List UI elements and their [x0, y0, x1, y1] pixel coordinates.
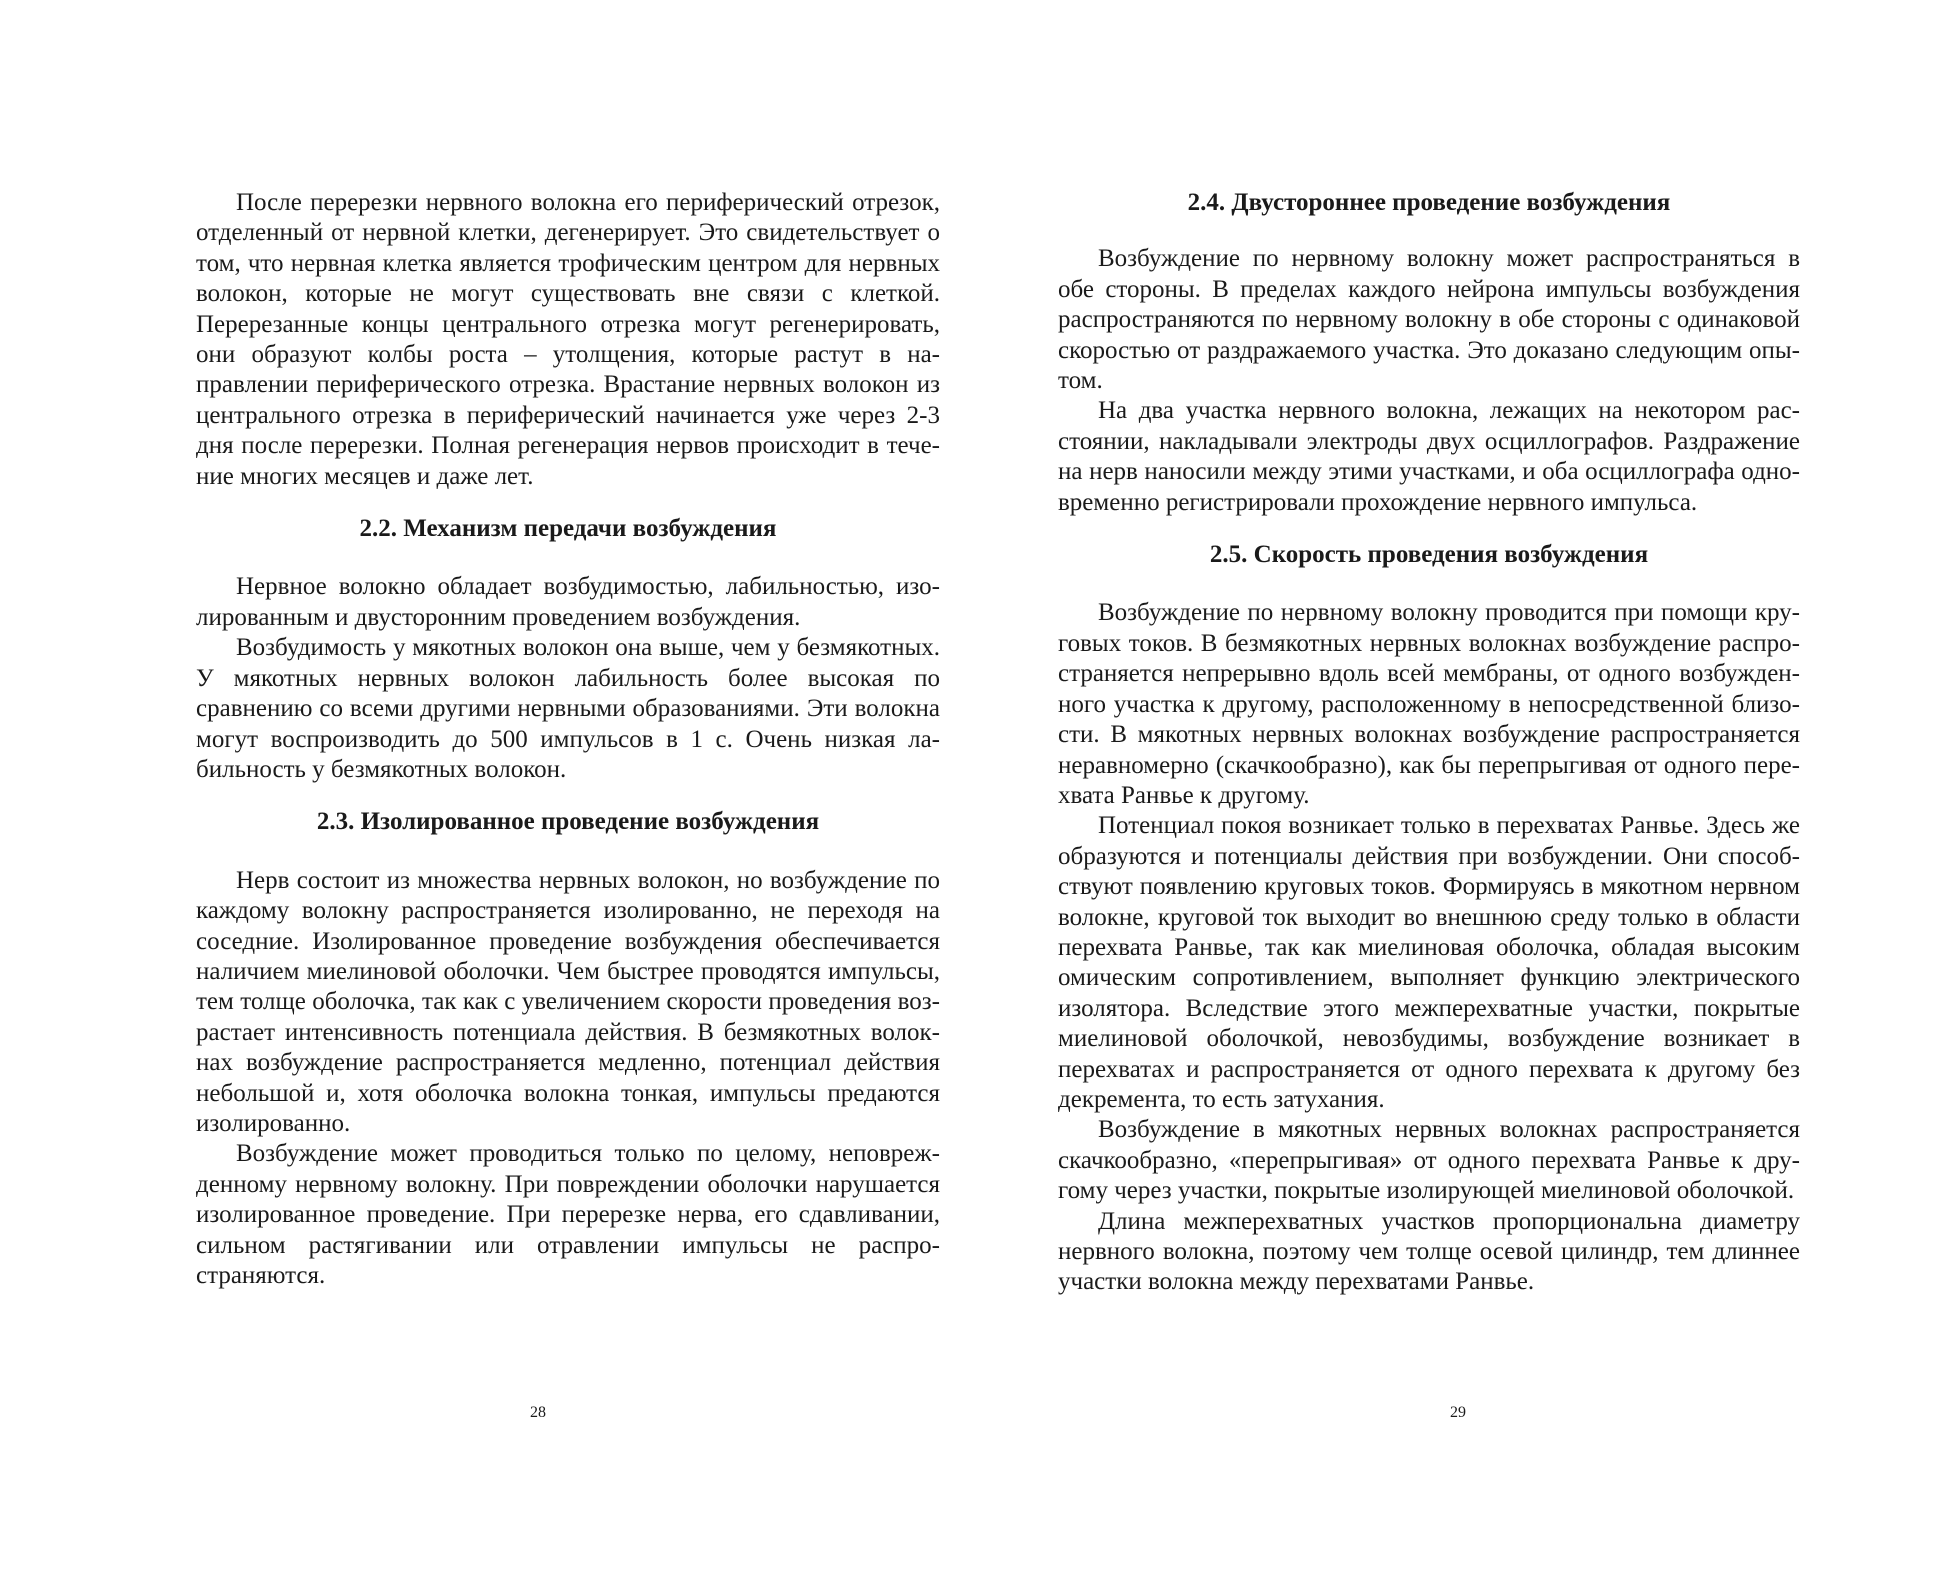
heading-2-4: 2.4. Двустороннее проведение возбуждения	[1187, 189, 1671, 216]
paragraph-circular-currents: Возбуждение по нервному волокну проводится при помощи круговых токов. В безмякотных нервных волокнах возбуждение распространяется непрерывно вдоль всей мембраны, от одного возбужденного участка к другому, расположенному в непосредственной близости. В мякотных нервных волокнах возбуждение распространяется неравномерно (скачкообразно), как бы перепрыгивая от одного перехвата Ранвье к другому.	[1058, 599, 1800, 809]
heading-2-2: 2.2. Механизм передачи возбуждения	[359, 515, 777, 543]
heading-2-3: 2.3. Изолированное проведение возбуждения	[316, 808, 820, 836]
paragraph-nerve-properties: Нервное волокно обладает возбудимостью, лабильностью, изолированным и двусторонним проведением возбуждения.	[196, 573, 940, 631]
page-number-right: 29	[1450, 1404, 1466, 1421]
left-page-text	[196, 188, 940, 1291]
paragraph-bidirectional: Возбуждение по нервному волокну может распространяться в обе стороны. В пределах каждого нейрона импульсы возбуждения распространяются по нервному волокну в обе стороны с одинаковой скоростью от раздражаемого участка. Это доказано следующим опытом.	[1058, 245, 1800, 395]
paragraph-isolated-conduction: Нерв состоит из множества нервных волокон, но возбуждение по каждому волокну распространяется изолированно, не переходя на соседние. Изолированное проведение возбуждения обеспечивается наличием миелиновой оболочки. Чем быстрее проводятся импульсы, тем толще оболочка, так как с увеличением скорости проведения возрастает интенсивность потенциала действия. В безмякотных волокнах возбуждение распространяется медленно, потенциал действия небольшой и, хотя оболочка волокна тонкая, импульсы предаются изолированно.	[196, 866, 940, 1137]
paragraph-regeneration: После перерезки нервного волокна его периферический отрезок, отделенный от нервной клетки, дегенерирует. Это свидетельствует о том, что нервная клетка является трофическим центром для нервных волокон, которые не могут существовать вне связи с клеткой. Перерезанные концы центрального отрезка могут регенерировать, они образуют колбы роста – утолщения, которые растут в направлении периферического отрезка. Врастание нервных волокон из центрального отрезка в периферический начинается уже через 2-3 дня после перерезки. Полная регенерация нервов происходит в течение многих месяцев и даже лет.	[196, 189, 940, 490]
paragraph-ranvier-nodes: Потенциал покоя возникает только в перехватах Ранвье. Здесь же образуются и потенциалы действия при возбуждении. Они способствуют появлению круговых токов. Формируясь в мякотном нервном волокне, круговой ток выходит во внешнюю среду только в области перехвата Ранвье, так как миелиновая оболочка, обладая высоким омическим сопротивлением, выполняет функцию электрического изолятора. Вследствие этого межперехватные участки, покрытые миелиновой оболочкой, невозбудимы, возбуждение возникает в перехватах и распространяется от одного перехвата к другому без декремента, то есть затухания.	[1058, 812, 1800, 1113]
paragraph-internode-length: Длина межперехватных участков пропорциональна диаметру нервного волокна, поэтому чем толще осевой цилиндр, тем длиннее участки волокна между перехватами Ранвье.	[1058, 1207, 1800, 1296]
paragraph-oscillograph-experiment: На два участка нервного волокна, лежащих на некотором расстоянии, накладывали электроды двух осциллографов. Раздражение на нерв наносили между этими участками, и оба осциллографа одновременно регистрировали прохождение нервного импульса.	[1058, 397, 1800, 516]
paragraph-saltatory: Возбуждение в мякотных нервных волокнах распространяется скачкообразно, «перепрыгивая» от одного перехвата Ранвье к другому через участки, покрытые изолирующей миелиновой оболочкой.	[1058, 1116, 1800, 1205]
page-number-left: 28	[530, 1404, 546, 1421]
right-page-text	[1058, 188, 1800, 1298]
right-page	[980, 0, 1957, 1574]
paragraph-excitability: Возбудимость у мякотных волокон она выше, чем у безмякотных. У мякотных нервных волокон лабильность более высокая по сравнению со всеми другими нервными образованиями. Эти волокна могут воспроизводить до 500 импульсов в 1 с. Очень низкая лабильность у безмякотных волокон.	[196, 634, 940, 783]
paragraph-intact-fiber: Возбуждение может проводиться только по целому, неповрежденному нервному волокну. При повреждении оболочки нарушается изолированное проведение. При перерезке нерва, его сдавливании, сильном растягивании или отравлении импульсы не распространяются.	[196, 1140, 940, 1289]
heading-2-5: 2.5. Скорость проведения возбуждения	[1209, 541, 1649, 569]
